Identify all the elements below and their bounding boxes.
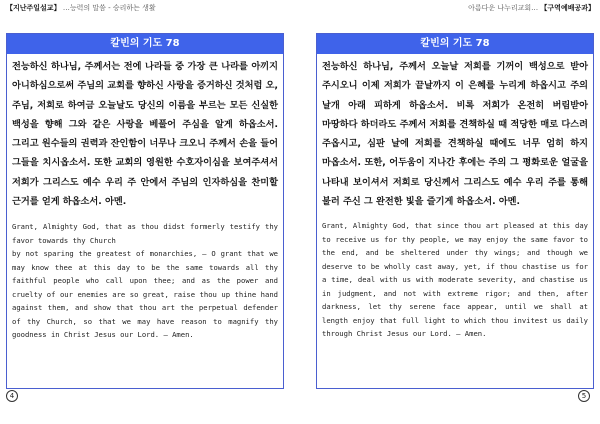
prayer-panel-left bbox=[6, 33, 284, 389]
page-header-left bbox=[6, 3, 156, 13]
sermon-subtitle: …능력의 말씀 - 승리하는 생활 bbox=[62, 4, 156, 12]
page-number-left: 4 bbox=[6, 390, 18, 402]
prayer-title: 칼빈의 기도 78 bbox=[317, 34, 593, 54]
korean-prayer-text: 전능하신 하나님, 주께서는 전에 나라들 중 가장 큰 나라를 아끼지 아니하심으로써 주님의 교회를 향하신 사랑을 증거하신 것처럼 오, 주님, 저희로 하여금 오늘날도 당신의 이름을 부르는 모든 신실한 백성을 향해 그와 같은 사랑을 베풀어 주심을 알게 하옵소서. 그리고 원수들의 권력과 잔인함이 너무나 크오니 주께서 손을 들어 그들을 치시옵소서. 또한 교회의 영원한 수호자이심을 보여주셔서 저희가 그리스도 예수 우리 주 안에서 주님의 인자하심을 찬미할 근거를 얻게 하옵소서. 아멘. bbox=[12, 61, 278, 208]
english-prayer-line: Grant, Almighty God, that since thou art pleased at this day to receive us for thy people, we may enjoy the same favor to the end, and be sheltered under thy wings; and though we deserve to be wholly cast away, yet, if thou chastise us for a time, deal with us with moderate severity, and chastise us in judgment, and not with extreme rigor; and then, after darkness, let thy serene face appear, until we shall at length enjoy that full light to which thou invitest us daily through Christ Jesus our Lord. — Amen. bbox=[322, 221, 588, 339]
english-prayer-text bbox=[7, 220, 283, 342]
study-section-badge: 【구역예배공과】 bbox=[540, 4, 595, 12]
page-number-right: 5 bbox=[578, 390, 590, 402]
prayer-panel-right bbox=[316, 33, 594, 389]
page-header-right bbox=[468, 3, 595, 13]
prayer-title: 칼빈의 기도 78 bbox=[7, 34, 283, 54]
english-prayer-line: Grant, Almighty God, that as thou didst formerly testify thy favor towards thy Church bbox=[12, 222, 278, 245]
english-prayer-line: by not sparing the greatest of monarchies, — O grant that we may know thee at this day to be the same towards all thy faithful people who call upon thee; and as the power and cruelty of our enemies are so great, raise thou up thine hand against them, and show that thou art the perpetual defender of thy Church, so that we may have reason to magnify thy goodness in Christ Jesus our Lord. — Amen. bbox=[12, 249, 278, 340]
sermon-section-badge: 【지난주일설교】 bbox=[6, 4, 61, 12]
church-name: 아름다운 나누리교회… bbox=[468, 4, 539, 12]
korean-prayer-text: 전능하신 하나님, 주께서 오늘날 저희를 기꺼이 백성으로 받아 주시오니 이제 저희가 끝날까지 이 은혜를 누리게 하옵시고 주의 날개 아래 피하게 하옵소서. 비록 저희가 온전히 버림받아 마땅하다 하더라도 주께서 저희를 견책하실 때 적당한 매로 다스려 주옵시고, 심판 날에 저희를 견책하실 때에도 너무 엄히 하지 마옵소서. 또한, 어두움이 지나간 후에는 주의 그 평화로운 얼굴을 나타내 보이셔서 저희로 당신께서 그리스도 예수 우리 주를 통해 불러 주신 그 완전한 빛을 즐기게 하옵소서. 아멘. bbox=[322, 61, 588, 208]
english-prayer-text bbox=[317, 219, 593, 341]
